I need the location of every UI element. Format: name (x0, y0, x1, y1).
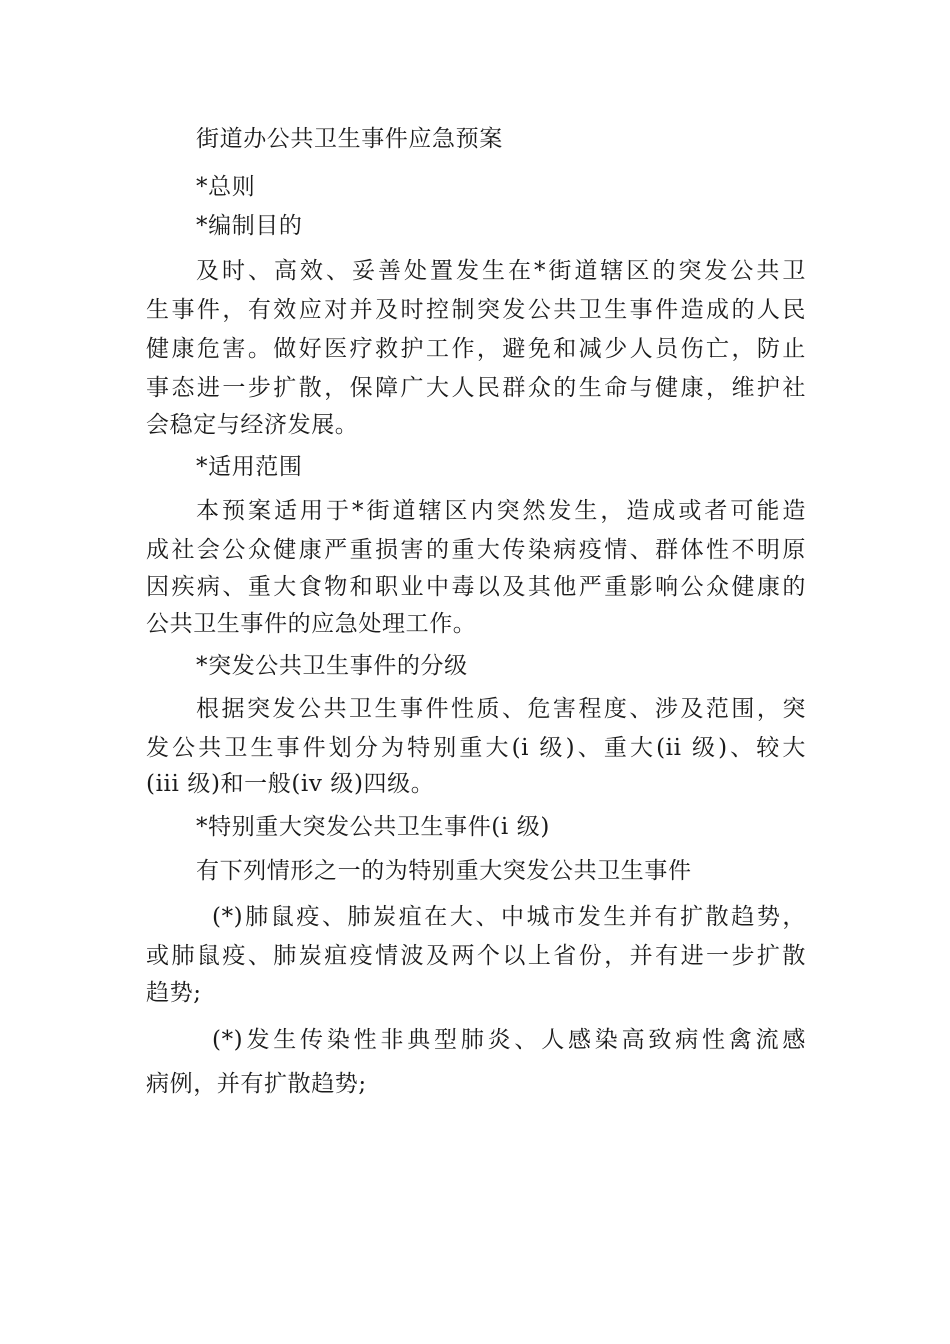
grading-line: 发公共卫生事件划分为特别重大(i 级)、重大(ii 级)、较大 (146, 735, 806, 761)
purpose-line: 健康危害。做好医疗救护工作，避免和减少人员伤亡，防止 (146, 336, 806, 362)
item1-line: (*)肺鼠疫、肺炭疽在大、中城市发生并有扩散趋势， (212, 904, 806, 930)
purpose-line: 会稳定与经济发展。 (146, 412, 359, 438)
heading-scope: *适用范围 (196, 454, 303, 480)
heading-level1: *特别重大突发公共卫生事件(i 级) (196, 814, 550, 840)
item2-line: (*)发生传染性非典型肺炎、人感染高致病性禽流感 (212, 1027, 806, 1053)
heading-grading: *突发公共卫生事件的分级 (196, 653, 468, 679)
scope-line: 因疾病、重大食物和职业中毒以及其他严重影响公众健康的 (146, 574, 806, 600)
item1-line: 或肺鼠疫、肺炭疽疫情波及两个以上省份，并有进一步扩散 (146, 943, 806, 969)
purpose-line: 及时、高效、妥善处置发生在*街道辖区的突发公共卫 (196, 258, 806, 284)
purpose-line: 生事件，有效应对并及时控制突发公共卫生事件造成的人民 (146, 297, 806, 323)
purpose-line: 事态进一步扩散，保障广大人民群众的生命与健康，维护社 (146, 375, 806, 401)
item1-line: 趋势; (146, 980, 202, 1006)
grading-line: 根据突发公共卫生事件性质、危害程度、涉及范围，突 (196, 696, 806, 722)
level1-intro: 有下列情形之一的为特别重大突发公共卫生事件 (196, 858, 692, 884)
document-title: 街道办公共卫生事件应急预案 (196, 126, 503, 152)
grading-line: (iii 级)和一般(iv 级)四级。 (146, 771, 435, 797)
scope-line: 成社会公众健康严重损害的重大传染病疫情、群体性不明原 (146, 537, 806, 563)
scope-line: 本预案适用于*街道辖区内突然发生，造成或者可能造 (196, 498, 806, 524)
heading-purpose: *编制目的 (196, 213, 303, 239)
scope-line: 公共卫生事件的应急处理工作。 (146, 611, 477, 637)
heading-general: *总则 (196, 174, 256, 200)
item2-line: 病例，并有扩散趋势; (146, 1071, 367, 1097)
